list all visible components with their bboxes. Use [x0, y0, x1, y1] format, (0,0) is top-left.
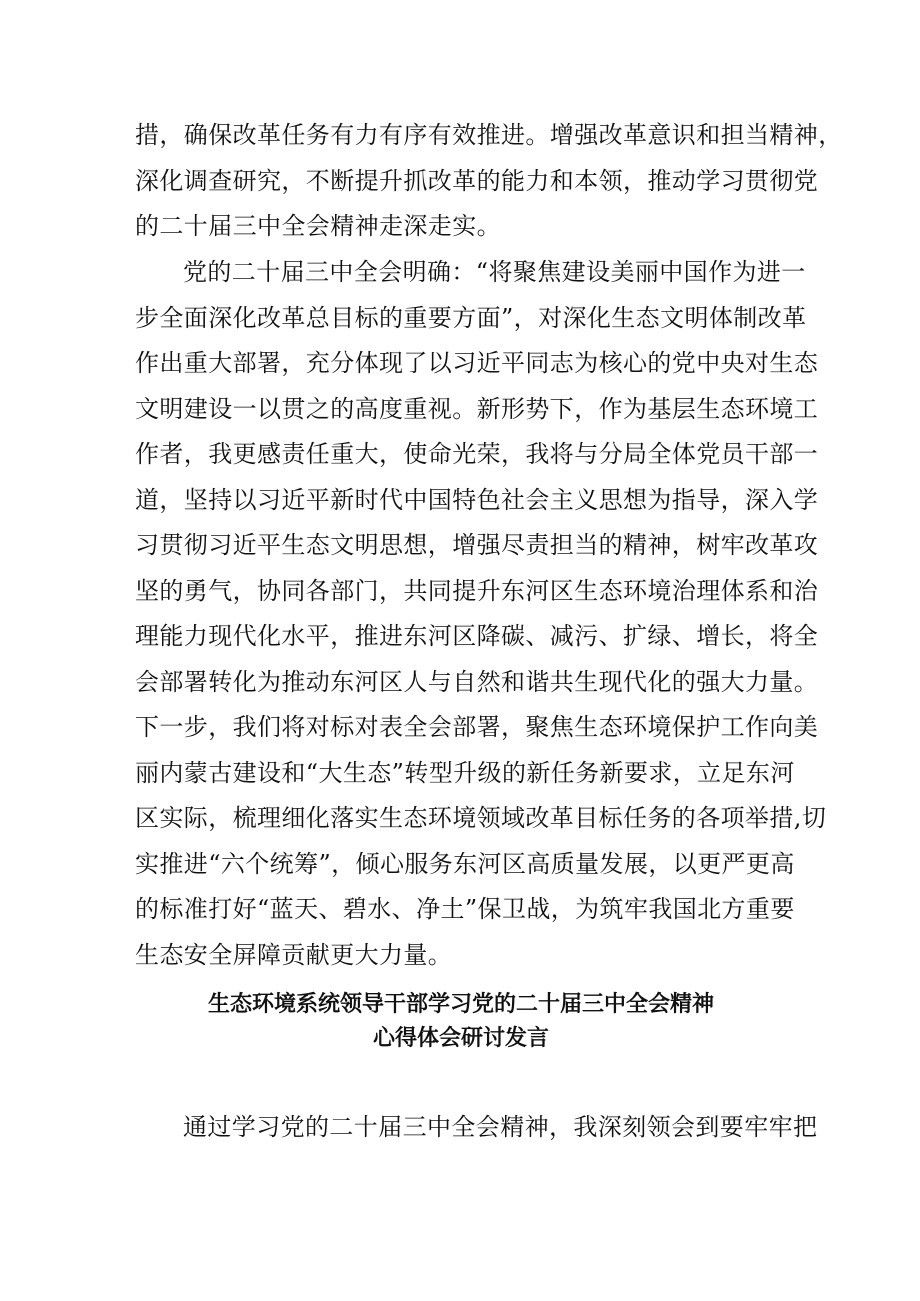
text-line: 会部署转化为推动东河区人与自然和谐共生现代化的强大力量。 [135, 667, 819, 696]
text-line: 下一步，我们将对标对表全会部署，聚焦生态环境保护工作向美 [135, 713, 819, 741]
text-line: 措，确保改革任务有力有序有效推进。增强改革意识和担当精神， [135, 121, 843, 149]
text-line: 通过学习党的二十届三中全会精神，我深刻领会到要牢牢把 [183, 1113, 818, 1141]
text-line: 理能力现代化水平，推进东河区降碳、减污、扩绿、增长，将全 [135, 622, 819, 650]
paragraph-continuation [135, 113, 843, 250]
text-line: 区实际，梳理细化落实生态环境领域改革目标任务的各项举措,切 [135, 804, 827, 832]
text-line: 作出重大部署，充分体现了以习近平同志为核心的党中央对生态 [135, 349, 819, 377]
text-line: 的标准打好“蓝天、碧水、净土”保卫战，为筑牢我国北方重要 [135, 895, 795, 923]
text-line: 的二十届三中全会精神走深走实。 [135, 212, 501, 240]
text-line: 习贯彻习近平生态文明思想，增强尽责担当的精神，树牢改革攻 [135, 531, 819, 559]
title-line: 心得体会研讨发言 [372, 1026, 549, 1051]
text-line: 丽内蒙古建设和“大生态”转型升级的新任务新要求，立足东河 [135, 758, 795, 787]
paragraph-main [135, 250, 827, 978]
text-line: 作者，我更感责任重大，使命光荣，我将与分局全体党员干部一 [135, 440, 819, 468]
text-line: 实推进“六个统筹”，倾心服务东河区高质量发展，以更严更高 [135, 849, 795, 878]
text-line: 坚的勇气，协同各部门，共同提升东河区生态环境治理体系和治 [135, 576, 819, 605]
text-line: 党的二十届三中全会明确：“将聚焦建设美丽中国作为进一 [183, 258, 806, 286]
text-line: 深化调查研究，不断提升抓改革的能力和本领，推动学习贯彻党 [135, 166, 819, 195]
section-title [135, 988, 787, 1056]
title-line: 生态环境系统领导干部学习党的二十届三中全会精神 [207, 992, 714, 1017]
text-line: 文明建设一以贯之的高度重视。新形势下，作为基层生态环境工 [135, 394, 819, 423]
text-line: 生态安全屏障贡献更大力量。 [135, 940, 453, 969]
text-line: 步全面深化改革总目标的重要方面”，对深化生态文明体制改革 [135, 303, 807, 332]
paragraph-next [135, 1105, 818, 1151]
text-line: 道，坚持以习近平新时代中国特色社会主义思想为指导，深入学 [135, 485, 819, 514]
